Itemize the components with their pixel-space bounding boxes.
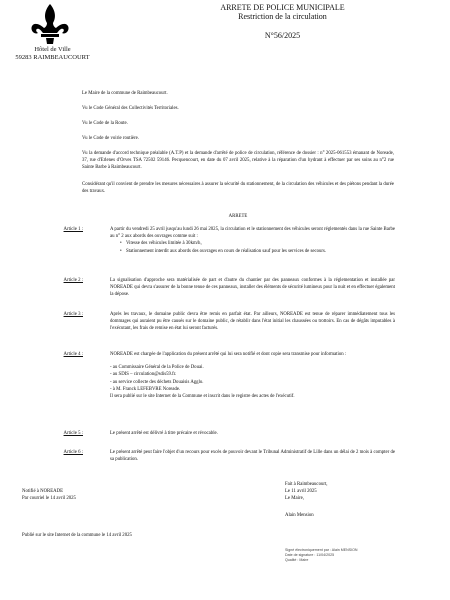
article-5-label: Article 5 : <box>63 431 83 436</box>
article-1-bullet: • Vitesse des véhicules limitée à 30km/h, <box>120 240 395 247</box>
preamble-code-voirie: Vu le Code de voirie routière. <box>82 136 139 141</box>
signature-place: Fait à Raimbeaucourt, <box>285 482 328 487</box>
article-1-bullet: • Stationnement interdit aux abords des ouvrages en cours de réalisation sauf pour les services de secours. <box>120 248 395 255</box>
notified-date: Par courriel le 14 avril 2025 <box>22 496 76 502</box>
document-subtitle: Restriction de la circulation <box>238 12 327 21</box>
article-1-body <box>110 226 395 255</box>
article-4-publication-note: Il sera publié sur le site Internet de la Commune et inscrit dans le registre des actes de l'exécutif. <box>110 394 295 400</box>
electronic-signature-stamp <box>285 548 358 563</box>
article-4-body <box>110 351 395 400</box>
preamble-request: Vu la demande d'accord technique préalable (A.T.P) et la demande d'arrêté de police de circulation, référence de dossier : n° 2025-061553 émanant de Noreade, 37, rue d'Erlenes d'Orves TSA 72502 59146. Pecquencourt, en date du 07 avril 2025, relative à la réparation d'un hydrant à effectuer par ses soins au n°2 rue Sainte Barbe à Raimbeaucourt. <box>82 151 394 171</box>
article-2-label: Article 2 : <box>63 278 83 283</box>
article-4-recipient: - à M. Franck LEFEBVRE Noreade. <box>110 386 181 392</box>
article-1-text: A partir du vendredi 25 avril jusqu'au lundi 26 mai 2025, la circulation et le stationnement des véhicules seront réglementés dans la rue Sainte Barbe au n° 2 aux abords des ouvrages comme suit : <box>110 227 395 240</box>
article-5-text: Le présent arrêté est délivré à titre précaire et révocable. <box>110 431 218 436</box>
signature-date: Le 11 avril 2025 <box>285 489 317 495</box>
signatory-name: Alain Mension <box>285 512 314 518</box>
preamble-considering: Considérant qu'il convient de prendre les mesures nécessaires à assurer la sécurité du stationnement, de la circulation des véhicules et des piétons pendant la durée des travaux. <box>82 182 394 195</box>
article-4-text: NOREADE est chargée de l'application du présent arrêté qui lui sera notifié et dont copie sera transmise pour information : <box>110 352 347 357</box>
esign-date: Date de signature : 11/04/2025 <box>285 553 335 557</box>
esign-quality: Qualité : Maire <box>285 558 309 562</box>
preamble-code-route: Vu le Code de la Route. <box>82 121 128 126</box>
article-4-label: Article 4 : <box>63 352 83 357</box>
esign-signer: Signé électroniquement par : Alain MENSION <box>285 548 358 552</box>
fleur-de-lis-icon <box>25 2 75 46</box>
signature-title: Le Maire, <box>285 496 304 502</box>
decree-number: N°56/2025 <box>264 31 301 40</box>
article-3-text: Après les travaux, le domaine public devra être remis en parfait état. Par ailleurs, NOREADE est tenue de réparer immédiatement tous les dommages qui auraient pu être causés sur le domaine public, de rétablir dans l'état initial les chaussées ou trottoirs. En cas de dégâts imputables à l'exécutant, les frais de remise en état lui seront facturés. <box>110 312 395 332</box>
document-title: ARRETE DE POLICE MUNICIPALE <box>220 3 345 12</box>
article-4-recipient: - au SDIS – circulation@sdis59.fr. <box>110 372 177 378</box>
town-name-line: 59283 RAIMBEAUCOURT <box>15 54 90 61</box>
notification-block <box>22 488 76 502</box>
article-6-text: Le présent arrêté peut faire l'objet d'un recours pour excès de pouvoir devant le Tribunal Administratif de Lille dans un délai de 2 mois à compter de sa publication. <box>110 450 395 463</box>
notified-to: Notifié à NOREADE <box>22 489 64 494</box>
signature-block <box>285 481 328 519</box>
article-1-label: Article 1 : <box>63 227 83 232</box>
article-3-label: Article 3 : <box>63 312 83 317</box>
town-hall-address <box>5 46 100 62</box>
arrete-heading: ARRETE <box>228 214 248 219</box>
article-4-recipient: - au Commissaire Général de la Police de Douai. <box>110 365 204 371</box>
article-4-recipient: - au service collecte des déchets Douaisis Agglo. <box>110 379 204 385</box>
publication-notice: Publié sur le site Internet de la commune le 14 avril 2025 <box>22 533 132 538</box>
preamble-mayor: Le Maire de la commune de Raimbeaucourt. <box>82 91 168 96</box>
article-2-text: La signalisation d'approche sera matérialisée de part et d'autre du chantier par des panneaux conformes à la réglementation et installée par NOREADE qui devra s'assurer de la bonne tenue de ces panneaux, installer des éléments de sécurité lumineux pour la nuit et en effectuer également la dépose. <box>110 278 395 298</box>
article-6-label: Article 6 : <box>63 450 83 455</box>
preamble-code-collectivites: Vu le Code Général des Collectivités Territoriales. <box>82 106 179 111</box>
town-hall-line: Hôtel de Ville <box>34 46 71 53</box>
document-header <box>190 3 375 40</box>
